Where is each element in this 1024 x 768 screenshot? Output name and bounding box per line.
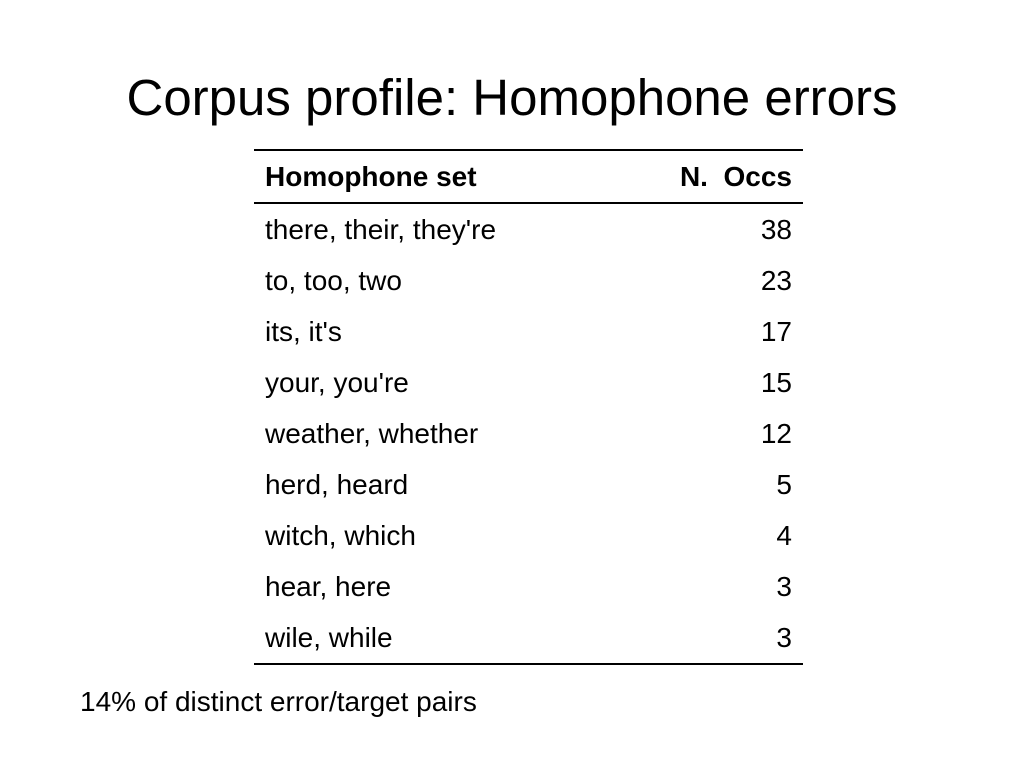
column-header-homophone-set: Homophone set: [265, 160, 477, 192]
table-row: [254, 561, 803, 612]
occurrence-count-cell: 5: [776, 468, 792, 500]
homophone-set-cell: herd, heard: [265, 468, 409, 500]
table-header-row: [254, 150, 803, 203]
occurrence-count-cell: 4: [776, 519, 792, 551]
homophone-set-cell: witch, which: [265, 519, 416, 551]
homophone-table-container: [254, 149, 803, 665]
homophone-set-cell: hear, here: [265, 570, 392, 602]
homophone-set-cell: wile, while: [265, 621, 393, 653]
homophone-set-cell: to, too, two: [265, 264, 402, 296]
occurrence-count-cell: 23: [760, 264, 792, 296]
occurrence-count-cell: 12: [760, 417, 792, 449]
table-row: [254, 510, 803, 561]
slide-title: Corpus profile: Homophone errors: [126, 69, 898, 126]
table-row: [254, 203, 803, 255]
occurrence-count-cell: 38: [760, 213, 792, 245]
table-row: [254, 255, 803, 306]
table-row: [254, 612, 803, 664]
occurrence-count-cell: 3: [776, 621, 792, 653]
homophone-table: [254, 149, 803, 665]
table-row: [254, 306, 803, 357]
homophone-set-cell: weather, whether: [265, 417, 479, 449]
footnote: 14% of distinct error/target pairs: [80, 686, 477, 717]
homophone-set-cell: its, it's: [265, 315, 342, 347]
occurrence-count-cell: 15: [760, 366, 792, 398]
occurrence-count-cell: 3: [776, 570, 792, 602]
table-row: [254, 357, 803, 408]
table-row: [254, 459, 803, 510]
homophone-set-cell: there, their, they're: [265, 213, 497, 245]
occurrence-count-cell: 17: [760, 315, 792, 347]
column-header-occurrences: N. Occs: [679, 160, 792, 192]
homophone-set-cell: your, you're: [265, 366, 409, 398]
table-row: [254, 408, 803, 459]
